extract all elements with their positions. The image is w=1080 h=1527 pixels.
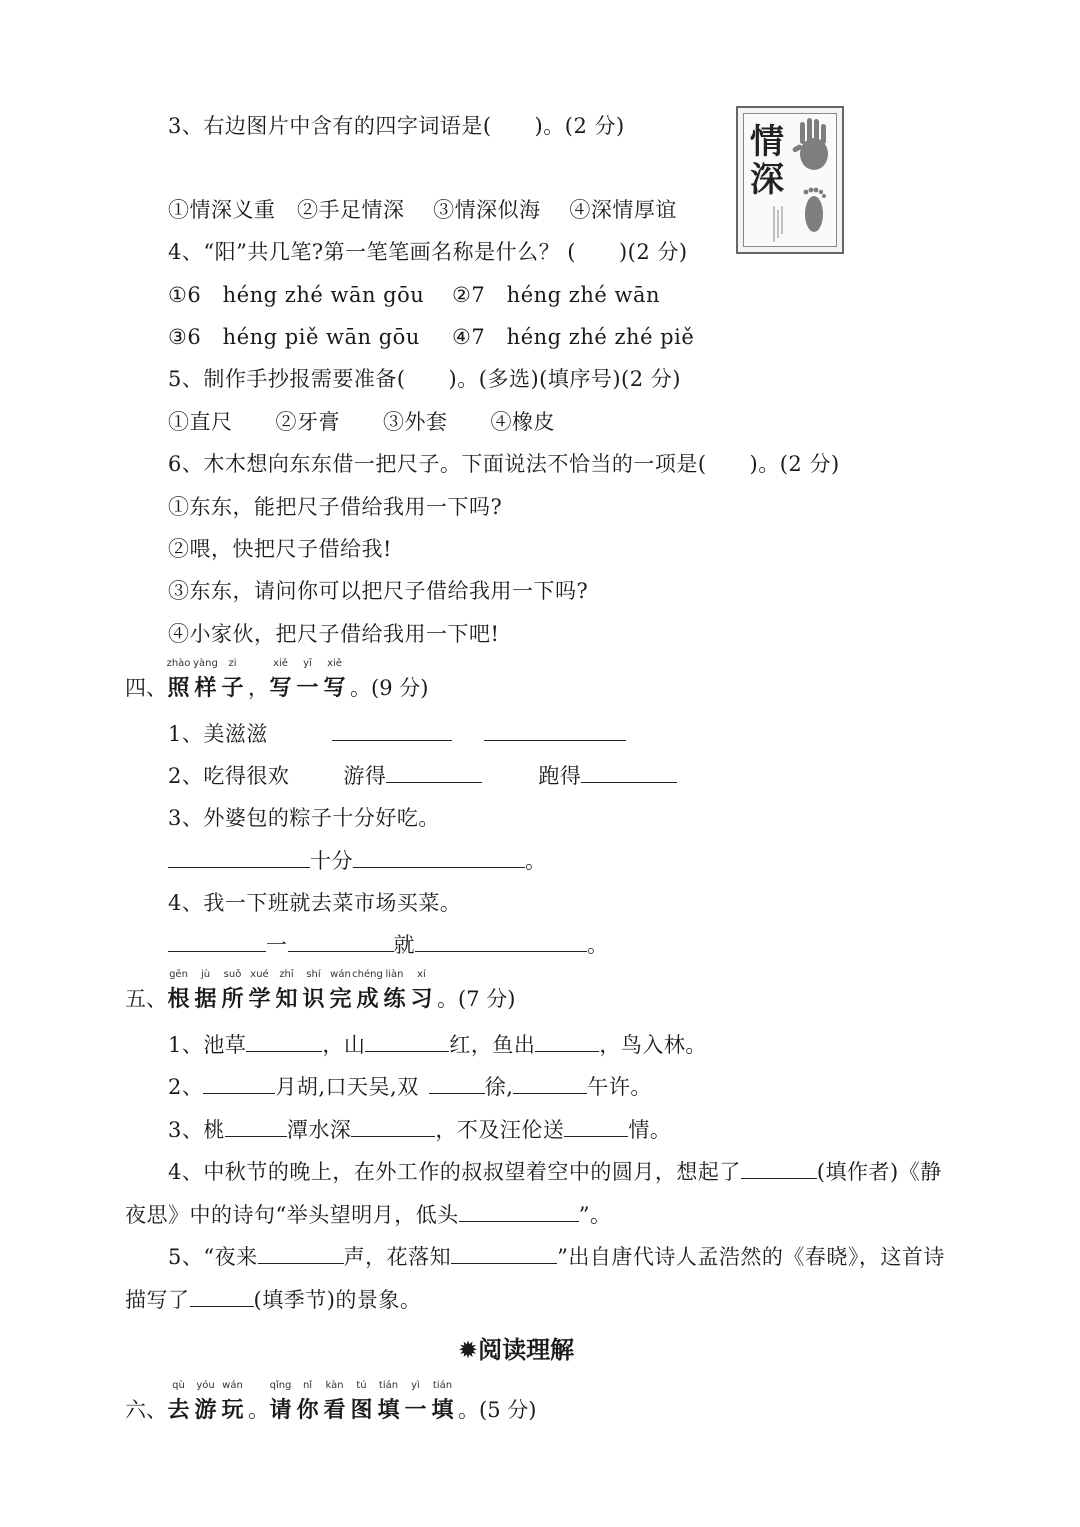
text: 潭水深 <box>286 1118 352 1142</box>
q3-options: ①情深义重 ②手足情深 ③情深似海 ④深情厚谊 <box>168 198 677 222</box>
title-char: 看 <box>323 1397 346 1423</box>
text: 5、“夜来 <box>168 1245 258 1269</box>
blank[interactable] <box>535 1031 599 1052</box>
q5-stem: 5、制作手抄报需要准备( )。(多选)(填序号)(2 分) <box>168 367 681 391</box>
title-char: 游 <box>194 1397 217 1423</box>
q4-option-4: ④7 héng zhé zhé piě <box>452 325 695 349</box>
s4-item-2 <box>168 762 677 790</box>
blank[interactable] <box>581 762 677 783</box>
blank[interactable] <box>415 931 587 952</box>
title-char: 样 <box>194 675 217 701</box>
pinyin: zhī <box>279 969 294 980</box>
image-char-2: 深 <box>750 160 784 200</box>
pinyin: xué <box>250 969 269 980</box>
text: (填作者)《静 <box>816 1160 942 1184</box>
pinyin: tián <box>432 1380 453 1391</box>
title-char: 请 <box>269 1397 292 1423</box>
pinyin: shí <box>306 969 321 980</box>
reading-heading: ✹阅读理解 <box>458 1336 575 1364</box>
section-5-title <box>125 969 516 1014</box>
text: 声，花落知 <box>343 1245 452 1269</box>
title-char: 填 <box>431 1397 454 1423</box>
pinyin: tián <box>378 1380 399 1391</box>
blank[interactable] <box>451 1243 557 1264</box>
text: ，山 <box>322 1033 366 1057</box>
blank[interactable] <box>741 1158 817 1179</box>
pinyin: yī <box>303 658 312 669</box>
q4-stem: 4、“阳”共几笔?第一笔笔画名称是什么？ ( )(2 分) <box>168 240 688 264</box>
q6-stem: 6、木木想向东东借一把尺子。下面说法不恰当的一项是( )。(2 分) <box>168 452 840 476</box>
blank[interactable] <box>225 1116 287 1137</box>
blank[interactable] <box>168 931 266 952</box>
title-char: 写 <box>323 675 346 701</box>
image-hand-foot-print <box>736 106 844 254</box>
text: 午许。 <box>587 1075 652 1099</box>
title-char: 玩 <box>221 1397 244 1423</box>
title-char: 知 <box>275 986 298 1012</box>
pinyin: wán <box>330 969 351 980</box>
section-6-number: 六、 <box>125 1398 167 1422</box>
section-4-number: 四、 <box>125 676 167 700</box>
period: 。 <box>525 849 547 873</box>
title-char: 根 <box>167 986 190 1012</box>
s4-item-2-b: 跑得 <box>538 764 582 788</box>
s4-item-1 <box>168 720 626 748</box>
title-char: 图 <box>350 1397 373 1423</box>
s5-line-1 <box>168 1031 707 1059</box>
text: 徐, <box>484 1075 514 1099</box>
s5-line-5 <box>168 1243 945 1271</box>
blank[interactable] <box>386 762 482 783</box>
title-char: 一 <box>404 1397 427 1423</box>
pinyin: yóu <box>196 1380 215 1391</box>
text: 红，鱼出 <box>449 1033 536 1057</box>
blank[interactable] <box>513 1073 587 1094</box>
blank[interactable] <box>288 931 394 952</box>
text: 月胡,口天吴,双 <box>275 1075 419 1099</box>
title-period: 。 <box>248 1398 269 1422</box>
s5-line-3 <box>168 1116 671 1144</box>
text: 3、桃 <box>168 1118 225 1142</box>
pinyin: xí <box>417 969 426 980</box>
title-char: 成 <box>356 986 379 1012</box>
s5-line-4-cont <box>125 1201 612 1229</box>
title-char: 一 <box>296 675 319 701</box>
handprint-icon <box>744 114 840 248</box>
title-char: 填 <box>377 1397 400 1423</box>
blank[interactable] <box>365 1031 449 1052</box>
s4-item-4-connector-2: 就 <box>393 933 415 957</box>
section-6-title <box>125 1380 537 1425</box>
text: 描写了 <box>125 1288 190 1312</box>
title-char: 习 <box>410 986 433 1012</box>
pinyin: kàn <box>325 1380 344 1391</box>
text: ，鸟入林。 <box>599 1033 707 1057</box>
s4-item-1-text: 1、美滋滋 <box>168 722 268 746</box>
text: 情。 <box>628 1118 672 1142</box>
blank[interactable] <box>332 720 452 741</box>
q6-option-3: ③东东，请问你可以把尺子借给我用一下吗? <box>168 579 589 603</box>
pinyin: zhào <box>166 658 191 669</box>
title-char: 你 <box>296 1397 319 1423</box>
title-char: 子 <box>221 675 244 701</box>
s5-line-4 <box>168 1158 942 1186</box>
section-4-score: 。(9 分) <box>350 676 429 700</box>
s4-item-3-answer <box>168 847 547 875</box>
pinyin: qù <box>172 1380 185 1391</box>
text: 2、 <box>168 1075 204 1099</box>
q6-option-2: ②喂，快把尺子借给我! <box>168 537 392 561</box>
title-char: 去 <box>167 1397 190 1423</box>
period: 。 <box>587 933 609 957</box>
blank[interactable] <box>351 1116 435 1137</box>
blank[interactable] <box>564 1116 628 1137</box>
section-6-score: 。(5 分) <box>458 1398 537 1422</box>
blank[interactable] <box>168 847 310 868</box>
blank[interactable] <box>190 1286 254 1307</box>
s4-item-3-connector: 十分 <box>310 849 353 873</box>
text: ”。 <box>578 1203 612 1227</box>
blank[interactable] <box>258 1243 344 1264</box>
title-char: 识 <box>302 986 325 1012</box>
title-char: 练 <box>383 986 406 1012</box>
blank[interactable] <box>246 1031 322 1052</box>
pinyin: tú <box>356 1380 367 1391</box>
section-5-score: 。(7 分) <box>437 987 516 1011</box>
title-char: 写 <box>269 675 292 701</box>
title-char: 据 <box>194 986 217 1012</box>
q6-option-1: ①东东，能把尺子借给我用一下吗? <box>168 495 503 519</box>
title-char: 照 <box>167 675 190 701</box>
q3-stem: 3、右边图片中含有的四字词语是( )。(2 分) <box>168 114 625 138</box>
text: 1、池草 <box>168 1033 247 1057</box>
s4-item-2-a: 游得 <box>343 764 387 788</box>
section-5-number: 五、 <box>125 987 167 1011</box>
blank[interactable] <box>353 847 525 868</box>
s4-item-4-answer <box>168 931 609 959</box>
title-char: 所 <box>221 986 244 1012</box>
blank[interactable] <box>484 720 626 741</box>
text: 夜思》中的诗句“举头望明月，低头 <box>125 1203 459 1227</box>
title-char: 完 <box>329 986 352 1012</box>
q6-option-4: ④小家伙，把尺子借给我用一下吧! <box>168 622 500 646</box>
text: ”出自唐代诗人孟浩然的《春晓》，这首诗 <box>557 1245 945 1269</box>
pinyin: yì <box>411 1380 420 1391</box>
s4-item-4: 4、我一下班就去菜市场买菜。 <box>168 891 462 915</box>
pinyin: wán <box>222 1380 243 1391</box>
pinyin: nǐ <box>302 1380 313 1391</box>
image-char-1: 情 <box>750 122 784 162</box>
q5-options: ①直尺 ②牙膏 ③外套 ④橡皮 <box>168 410 555 434</box>
section-4-title <box>125 658 429 703</box>
pinyin: jù <box>200 969 211 980</box>
q4-option-2: ②7 héng zhé wān <box>452 283 660 307</box>
pinyin: xiě <box>273 658 288 669</box>
image-frame <box>743 113 837 247</box>
q4-option-1: ①6 héng zhé wān gōu <box>168 283 425 307</box>
pinyin: liàn <box>385 969 404 980</box>
pinyin: qǐng <box>269 1380 292 1391</box>
s4-item-3: 3、外婆包的粽子十分好吃。 <box>168 806 440 830</box>
title-char: 学 <box>248 986 271 1012</box>
pinyin: yàng <box>193 658 218 669</box>
s4-item-4-connector-1: 一 <box>266 933 288 957</box>
text: 4、中秋节的晚上，在外工作的叔叔望着空中的圆月，想起了 <box>168 1160 741 1184</box>
pinyin: chéng <box>352 969 383 980</box>
q4-option-3: ③6 héng piě wān gōu <box>168 325 420 349</box>
text: ，不及汪伦送 <box>435 1118 565 1142</box>
s5-line-5-cont <box>125 1286 421 1314</box>
pinyin: zi <box>228 658 237 669</box>
s4-item-2-text: 2、吃得很欢 <box>168 764 290 788</box>
pinyin: xiě <box>327 658 342 669</box>
s5-line-2 <box>168 1073 652 1101</box>
blank[interactable] <box>429 1073 485 1094</box>
blank[interactable] <box>203 1073 275 1094</box>
pinyin: gēn <box>169 969 188 980</box>
text: (填季节)的景象。 <box>253 1288 422 1312</box>
blank[interactable] <box>459 1201 579 1222</box>
pinyin: suǒ <box>223 969 242 980</box>
title-comma: ， <box>248 676 269 700</box>
